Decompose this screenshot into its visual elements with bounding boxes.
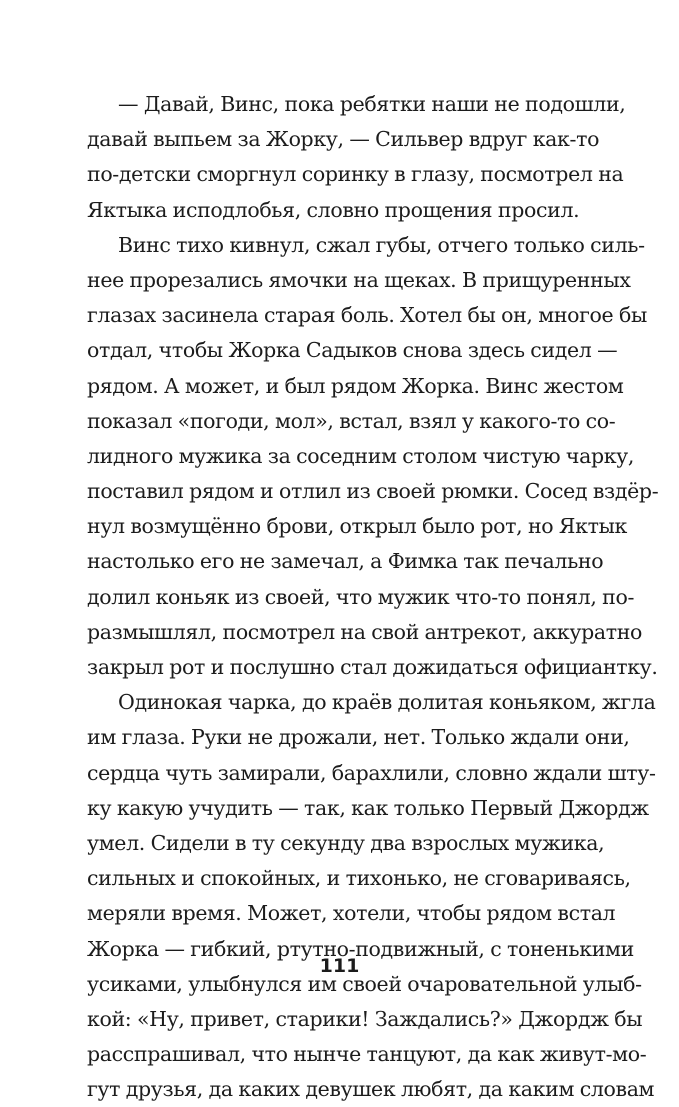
text-line: — Давай, Винс, пока ребятки наши не подошли, — [118, 92, 626, 116]
text-line: Яктыка исподлобья, словно прощения просил. — [87, 197, 580, 222]
text-line: умел. Сидели в ту секунду два взрослых мужика, — [87, 830, 605, 855]
text-line: нул возмущённо брови, открыл было рот, но Яктык — [87, 514, 628, 539]
text-line: нее прорезались ямочки на щеках. В прищуренных — [87, 267, 631, 292]
text-line: лидного мужика за соседним столом чистую чарку, — [87, 443, 635, 468]
text-line: Винс тихо кивнул, сжал губы, отчего только силь- — [118, 232, 645, 257]
text-line: гут друзья, да каких девушек любят, да каким словам — [87, 1077, 655, 1102]
text-line: кой: «Ну, привет, старики! Заждались?» Джордж бы — [87, 1006, 643, 1031]
text-line: Одинокая чарка, до краёв долитая коньяком, жгла — [118, 690, 656, 715]
text-line: сильных и спокойных, и тихонько, не сговариваясь, — [87, 866, 631, 891]
text-line: закрыл рот и послушно стал дожидаться официантку. — [87, 655, 658, 679]
text-line: долил коньяк из своей, что мужик что-то понял, по- — [87, 584, 635, 609]
text-line: рядом. А может, и был рядом Жорка. Винс жестом — [87, 373, 624, 398]
text-line: меряли время. Может, хотели, чтобы рядом встал — [87, 901, 616, 926]
text-line: отдал, чтобы Жорка Садыков снова здесь сидел — — [87, 338, 618, 363]
text-line: глазах засинела старая боль. Хотел бы он, многое бы — [87, 303, 647, 328]
text-line: настолько его не замечал, а Фимка так печально — [87, 549, 604, 574]
text-line: поставил рядом и отлил из своей рюмки. Сосед вздёр- — [87, 479, 659, 504]
text-line: им глаза. Руки не дрожали, нет. Только ждали они, — [87, 725, 630, 750]
text-line: усиками, улыбнулся им своей очаровательной улыб- — [87, 971, 642, 996]
page-number: 111 — [319, 955, 360, 977]
text-line: показал «погоди, мол», встал, взял у какого-то со- — [87, 408, 616, 433]
text-line: размышлял, посмотрел на свой антрекот, аккуратно — [87, 619, 643, 644]
text-line: сердца чуть замирали, барахлили, словно ждали шту- — [87, 760, 656, 785]
body-text — [87, 87, 659, 1107]
text-line: расспрашивал, что нынче танцуют, да как живут-мо- — [87, 1042, 647, 1067]
text-line: ку какую учудить — так, как только Первый Джордж — [87, 795, 649, 820]
text-line: Жорка — гибкий, ртутно-подвижный, с тоненькими — [87, 936, 634, 961]
text-line: давай выпьем за Жорку, — Сильвер вдруг как-то — [87, 127, 600, 152]
text-line: по-детски сморгнул соринку в глазу, посмотрел на — [87, 162, 624, 187]
